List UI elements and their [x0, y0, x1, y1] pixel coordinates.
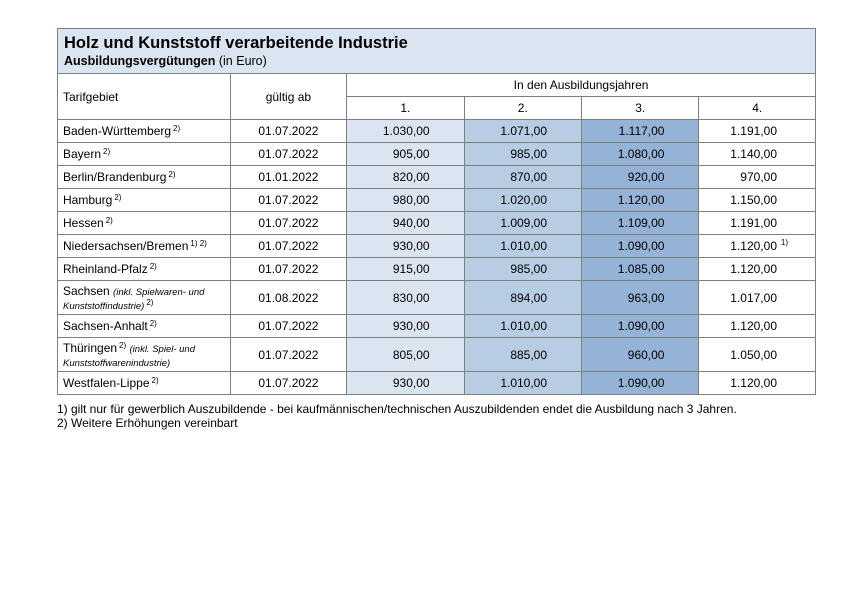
- cell-year-2: [464, 258, 581, 281]
- tarifgebiet-name: Sachsen: [63, 283, 110, 298]
- tarifgebiet-name: Baden-Württemberg: [63, 124, 172, 138]
- footnote-reference: 2): [149, 319, 157, 328]
- amount-value: 963,00: [627, 290, 665, 305]
- cell-tarifgebiet: [58, 189, 231, 212]
- cell-year-3: [582, 258, 699, 281]
- amount-value: 820,00: [392, 170, 430, 184]
- table-row: [58, 235, 816, 258]
- cell-tarifgebiet: [58, 212, 231, 235]
- cell-year-1: [347, 372, 464, 395]
- amount-value: 1.020,00: [500, 193, 548, 207]
- amount-value: 905,00: [392, 147, 430, 161]
- cell-gueltig-ab: 01.01.2022: [230, 166, 346, 189]
- cell-year-4: [699, 281, 816, 315]
- amount-value: 1.010,00: [500, 319, 548, 333]
- amount-value: 1.017,00: [730, 290, 777, 305]
- amount-value: 1.120,00: [730, 239, 777, 253]
- header-year-3: 3.: [582, 97, 699, 120]
- amount-value: 1.071,00: [500, 124, 548, 138]
- cell-gueltig-ab: 01.08.2022: [230, 281, 346, 315]
- amount-value: 885,00: [510, 347, 548, 362]
- cell-year-1: [347, 258, 464, 281]
- footnotes: [57, 402, 737, 430]
- cell-year-2: [464, 235, 581, 258]
- tarifgebiet-name: Westfalen-Lippe: [63, 376, 150, 390]
- cell-year-2: [464, 189, 581, 212]
- header-year-1: 1.: [347, 97, 464, 120]
- cell-year-3: [582, 189, 699, 212]
- cell-year-3: [582, 166, 699, 189]
- cell-gueltig-ab: 01.07.2022: [230, 189, 346, 212]
- cell-year-2: [464, 143, 581, 166]
- amount-value: 1.090,00: [617, 376, 665, 390]
- footnote-reference: 2): [103, 147, 111, 156]
- cell-year-3: [582, 315, 699, 338]
- footnote-reference: 2): [105, 216, 113, 225]
- amount-value: 805,00: [392, 347, 430, 362]
- cell-year-2: [464, 338, 581, 372]
- amount-value: 960,00: [627, 347, 665, 362]
- footnote-reference: 1) 2): [190, 239, 207, 248]
- tarifgebiet-note: (inkl. Spielwaren- und Kunststoffindustrie): [63, 286, 205, 312]
- cell-year-3: [582, 120, 699, 143]
- cell-year-1: [347, 235, 464, 258]
- amount-value: 830,00: [392, 290, 430, 305]
- tarifgebiet-name: Bayern: [63, 147, 102, 161]
- cell-year-1: [347, 338, 464, 372]
- cell-year-2: [464, 120, 581, 143]
- cell-year-4: [699, 258, 816, 281]
- allowance-table: [57, 73, 816, 395]
- table-row: [58, 315, 816, 338]
- cell-year-1: [347, 143, 464, 166]
- table-row: [58, 258, 816, 281]
- cell-year-4: [699, 166, 816, 189]
- header-tarifgebiet: Tarifgebiet: [58, 74, 231, 120]
- cell-year-1: [347, 281, 464, 315]
- footnote-reference: 2): [173, 124, 181, 133]
- table-row: [58, 189, 816, 212]
- cell-year-1: [347, 120, 464, 143]
- cell-year-4: [699, 372, 816, 395]
- table-row: [58, 338, 816, 372]
- tarifgebiet-name: Sachsen-Anhalt: [63, 319, 148, 333]
- amount-value: 1.009,00: [500, 216, 548, 230]
- table-body: [58, 120, 816, 395]
- header-gueltig-ab: gültig ab: [230, 74, 346, 120]
- table-row: [58, 212, 816, 235]
- cell-gueltig-ab: 01.07.2022: [230, 143, 346, 166]
- cell-year-1: [347, 189, 464, 212]
- footnote-reference: 2): [119, 340, 127, 350]
- cell-gueltig-ab: 01.07.2022: [230, 258, 346, 281]
- tarifgebiet-name: Thüringen: [63, 340, 118, 355]
- cell-year-2: [464, 372, 581, 395]
- amount-value: 940,00: [392, 216, 430, 230]
- table-row: [58, 372, 816, 395]
- amount-value: 930,00: [392, 376, 430, 390]
- footnote-reference: 1): [780, 238, 788, 247]
- cell-year-4: [699, 120, 816, 143]
- tarifgebiet-name: Hamburg: [63, 193, 113, 207]
- amount-value: 980,00: [392, 193, 430, 207]
- cell-tarifgebiet: [58, 338, 231, 372]
- subtitle-bold: Ausbildungsvergütungen: [64, 54, 216, 68]
- cell-year-3: [582, 372, 699, 395]
- amount-value: 1.085,00: [617, 262, 665, 276]
- cell-year-4: [699, 235, 816, 258]
- cell-tarifgebiet: [58, 166, 231, 189]
- cell-year-4: [699, 143, 816, 166]
- cell-year-1: [347, 212, 464, 235]
- cell-year-3: [582, 235, 699, 258]
- cell-year-2: [464, 281, 581, 315]
- footnote-reference: 2): [151, 376, 159, 385]
- header-year-4: 4.: [699, 97, 816, 120]
- tarifgebiet-note: (inkl. Spiel- und Kunststoffwarenindustrie): [63, 343, 195, 369]
- tarifgebiet-name: Berlin/Brandenburg: [63, 170, 167, 184]
- amount-value: 1.090,00: [617, 319, 665, 333]
- cell-gueltig-ab: 01.07.2022: [230, 120, 346, 143]
- amount-value: 1.120,00: [617, 193, 665, 207]
- footnote-reference: 2): [168, 170, 176, 179]
- footnote-reference: 2): [146, 297, 154, 307]
- amount-value: 930,00: [392, 319, 430, 333]
- cell-year-2: [464, 166, 581, 189]
- amount-value: 1.120,00: [730, 262, 777, 276]
- amount-value: 1.191,00: [730, 124, 777, 138]
- amount-value: 1.120,00: [730, 319, 777, 333]
- title-box: [57, 28, 816, 73]
- document-subtitle: [64, 53, 809, 69]
- cell-gueltig-ab: 01.07.2022: [230, 315, 346, 338]
- amount-value: 870,00: [510, 170, 548, 184]
- cell-year-3: [582, 338, 699, 372]
- cell-gueltig-ab: 01.07.2022: [230, 372, 346, 395]
- amount-value: 1.120,00: [730, 376, 777, 390]
- cell-year-3: [582, 212, 699, 235]
- cell-year-1: [347, 315, 464, 338]
- cell-year-2: [464, 212, 581, 235]
- cell-tarifgebiet: [58, 281, 231, 315]
- amount-value: 894,00: [510, 290, 548, 305]
- amount-value: 1.140,00: [730, 147, 777, 161]
- tarifgebiet-name: Hessen: [63, 216, 104, 230]
- cell-tarifgebiet: [58, 372, 231, 395]
- subtitle-unit: (in Euro): [215, 54, 267, 68]
- cell-year-4: [699, 315, 816, 338]
- amount-value: 1.010,00: [500, 376, 548, 390]
- cell-tarifgebiet: [58, 258, 231, 281]
- cell-tarifgebiet: [58, 143, 231, 166]
- amount-value: 1.191,00: [730, 216, 777, 230]
- amount-value: 970,00: [740, 170, 777, 184]
- tarifgebiet-name: Niedersachsen/Bremen: [63, 239, 189, 253]
- amount-value: 1.030,00: [382, 124, 430, 138]
- cell-tarifgebiet: [58, 120, 231, 143]
- cell-year-3: [582, 281, 699, 315]
- table-row: [58, 120, 816, 143]
- footnote-1: 1) gilt nur für gewerblich Auszubildende - bei kaufmännischen/technischen Auszubildenden endet die Ausbildung nach 3 Jahren.: [57, 402, 737, 416]
- footnote-reference: 2): [149, 262, 157, 271]
- table-row: [58, 281, 816, 315]
- cell-year-2: [464, 315, 581, 338]
- table-row: [58, 143, 816, 166]
- amount-value: 985,00: [510, 262, 548, 276]
- amount-value: 930,00: [392, 239, 430, 253]
- table-row: [58, 166, 816, 189]
- amount-value: 1.150,00: [730, 193, 777, 207]
- cell-gueltig-ab: 01.07.2022: [230, 212, 346, 235]
- cell-gueltig-ab: 01.07.2022: [230, 338, 346, 372]
- cell-gueltig-ab: 01.07.2022: [230, 235, 346, 258]
- amount-value: 1.117,00: [618, 124, 665, 138]
- amount-value: 915,00: [392, 262, 430, 276]
- amount-value: 1.010,00: [500, 239, 548, 253]
- tarifgebiet-name: Rheinland-Pfalz: [63, 262, 148, 276]
- header-years-group: In den Ausbildungsjahren: [347, 74, 816, 97]
- amount-value: 1.050,00: [730, 347, 777, 362]
- amount-value: 1.090,00: [617, 239, 665, 253]
- amount-value: 985,00: [510, 147, 548, 161]
- document-title: Holz und Kunststoff verarbeitende Industrie: [64, 34, 408, 52]
- document: [57, 28, 816, 395]
- cell-year-4: [699, 338, 816, 372]
- footnote-2: 2) Weitere Erhöhungen vereinbart: [57, 416, 238, 430]
- cell-year-1: [347, 166, 464, 189]
- header-year-2: 2.: [464, 97, 581, 120]
- amount-value: 920,00: [627, 170, 665, 184]
- cell-year-4: [699, 212, 816, 235]
- amount-value: 1.080,00: [617, 147, 665, 161]
- cell-tarifgebiet: [58, 235, 231, 258]
- cell-year-4: [699, 189, 816, 212]
- footnote-reference: 2): [114, 193, 122, 202]
- cell-year-3: [582, 143, 699, 166]
- cell-tarifgebiet: [58, 315, 231, 338]
- amount-value: 1.109,00: [617, 216, 665, 230]
